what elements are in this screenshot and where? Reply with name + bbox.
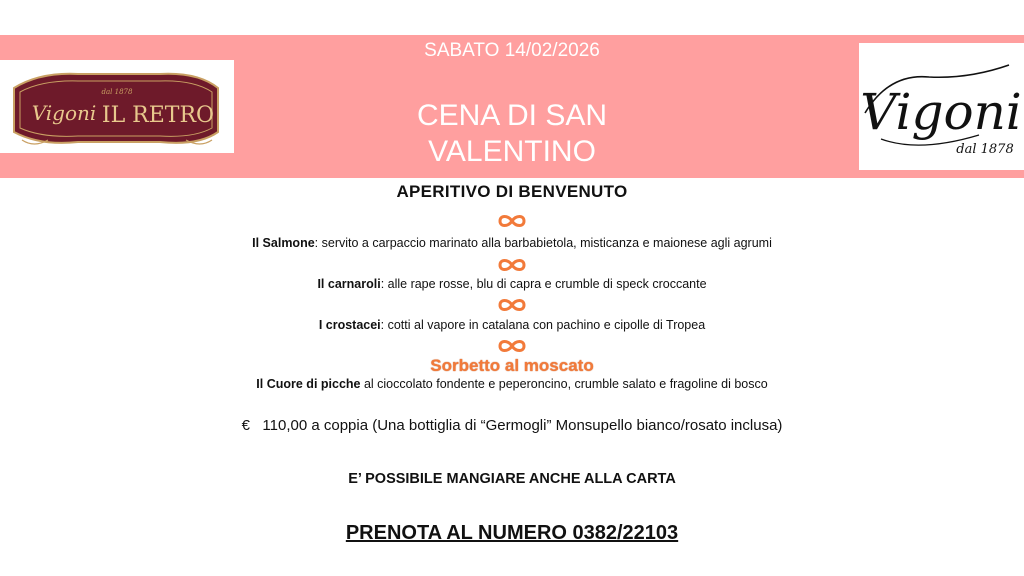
infinity-icon	[0, 338, 1024, 354]
dish-salmone	[0, 236, 1024, 250]
event-date: SABATO 14/02/2026	[424, 40, 600, 61]
sorbetto-course: Sorbetto al moscato	[430, 356, 594, 375]
svg-text:Vigoni: Vigoni	[860, 83, 1022, 141]
logo-vigoni-il-retro	[0, 60, 234, 153]
logo-vigoni	[859, 43, 1024, 170]
dish-carnaroli	[0, 277, 1024, 291]
svg-text:dal 1878: dal 1878	[101, 88, 133, 96]
infinity-icon	[0, 213, 1024, 229]
booking-phone: PRENOTA AL NUMERO 0382/22103	[345, 522, 679, 544]
infinity-icon	[0, 257, 1024, 273]
event-title-line2: VALENTINO	[428, 135, 596, 168]
a-la-carte-note: E’ POSSIBILE MANGIARE ANCHE ALLA CARTA	[348, 471, 676, 487]
svg-text:dal 1878: dal 1878	[956, 142, 1014, 157]
dish-name: Il Salmone	[252, 236, 315, 250]
dish-name: Il carnaroli	[317, 277, 381, 291]
dish-cuore-di-picche	[0, 377, 1024, 391]
dish-description: al cioccolato fondente e peperoncino, crumble salato e fragoline di bosco	[360, 377, 768, 391]
dish-name: I crostacei	[318, 318, 381, 332]
dish-description: : servito a carpaccio marinato alla barbabietola, misticanza e maionese agli agrumi	[314, 236, 772, 250]
dish-description: : cotti al vapore in catalana con pachino e cipolle di Tropea	[380, 318, 706, 332]
dish-description: : alle rape rosse, blu di capra e crumble di speck croccante	[380, 277, 707, 291]
dish-crostacei	[0, 318, 1024, 332]
dish-name: Il Cuore di picche	[256, 377, 361, 391]
svg-text:IL RETRO: IL RETRO	[101, 103, 215, 128]
svg-text:Vigoni: Vigoni	[31, 101, 97, 125]
infinity-icon	[0, 297, 1024, 313]
welcome-aperitif-heading: APERITIVO DI BENVENUTO	[396, 182, 628, 201]
price-line: € 110,00 a coppia (Una bottiglia di “Germogli” Monsupello bianco/rosato inclusa)	[241, 417, 783, 434]
event-title-line1: CENA DI SAN	[416, 99, 608, 132]
